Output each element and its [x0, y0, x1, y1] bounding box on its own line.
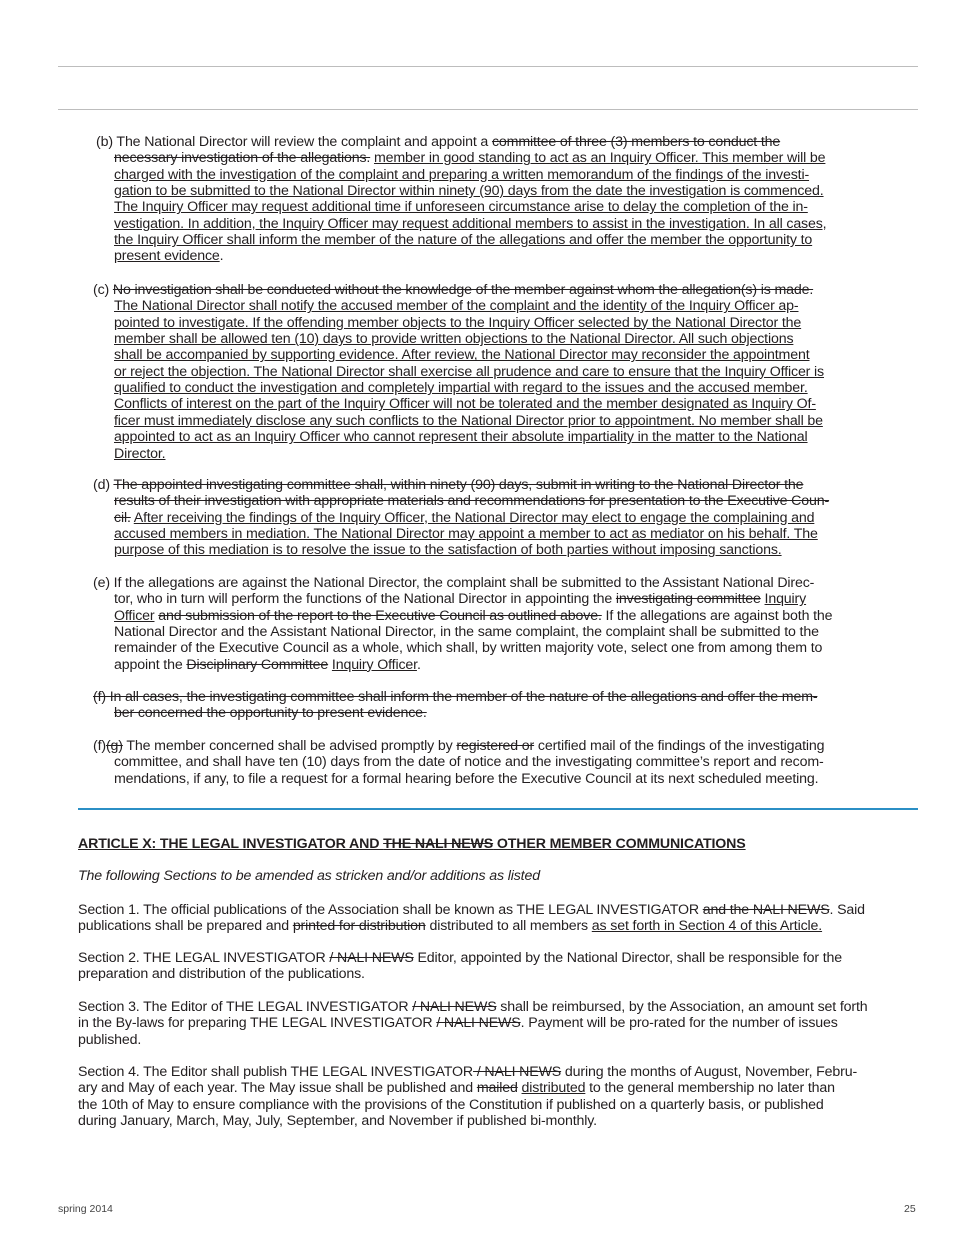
paragraph-c-line [114, 347, 809, 363]
text-run: (c) [93, 282, 113, 298]
paragraph-e-line [114, 640, 822, 656]
text-run: ber concerned the opportunity to present evidence. [114, 705, 427, 722]
paragraph-c-line [114, 315, 801, 331]
text-run: Section 1. The official publications of the Association shall be known as THE LEGAL INVESTIGATOR [78, 902, 703, 918]
text-run: (f) In all cases, the investigating committee shall inform the member of the nature of the allegations and offer the mem- [93, 689, 818, 705]
text-run: shall be reimbursed, by the Association, an amount set forth [496, 999, 868, 1015]
text-run: committee of three (3) members to conduct the [491, 134, 781, 150]
text-run: Section 4. The Editor shall publish THE LEGAL INVESTIGATOR [78, 1064, 474, 1080]
text-run: during January, March, May, July, September, and November if published bi-monthly. [78, 1113, 597, 1130]
paragraph-b-line [114, 167, 809, 183]
text-run: The National Director shall notify the accused member of the complaint and the identity of the Inquiry Officer ap- [114, 298, 799, 315]
paragraph-c-line [114, 331, 793, 347]
text-run: shall be accompanied by supporting evidence. After review, the National Director may reconsider the appointment [114, 347, 810, 364]
text-run: . Said [829, 902, 865, 918]
paragraph-s2-line [78, 966, 365, 982]
paragraph-s2-line [78, 950, 842, 966]
paragraph-s4-line [78, 1064, 857, 1080]
paragraph-d-line [114, 526, 818, 542]
text-run: ARTICLE X: THE LEGAL INVESTIGATOR AND [78, 836, 384, 852]
text-run: tor, who in turn will perform the functions of the National Director in appointing the [114, 591, 616, 608]
text-run: member shall be allowed ten (10) days to provide written objections to the National Director. All such objections [114, 331, 794, 348]
paragraph-d-line [114, 542, 782, 558]
text-run: Editor, appointed by the National Director, shall be responsible for the [413, 950, 843, 966]
paragraph-f-line [114, 705, 427, 721]
paragraph-c-line [114, 298, 799, 314]
header-rule-bottom [58, 109, 918, 110]
paragraph-s3-line [78, 1015, 838, 1031]
paragraph-f-line [93, 689, 817, 705]
text-run: distributed to all members [425, 918, 592, 935]
text-run: The Inquiry Officer may request additional time if unforeseen circumstance arise to delay the completion of the in- [114, 199, 808, 216]
text-run: THE NALI NEWS [383, 836, 494, 852]
paragraph-b-line [96, 134, 780, 150]
text-run: pointed to investigate. If the offending member objects to the Inquiry Officer selected by the National Director the [114, 314, 802, 331]
text-run: purpose of this mediation is to resolve the issue to the satisfaction of both parties without imposing sanctions. [114, 542, 782, 559]
text-run: Inquiry Officer [331, 656, 417, 673]
paragraph-s4-line [78, 1113, 597, 1129]
text-run: Officer [114, 607, 155, 624]
paragraph-c-line [93, 282, 813, 298]
text-run: / NALI NEWS [436, 1015, 521, 1032]
text-run: No investigation shall be conducted without the knowledge of the member against whom the allegation(s) is made. [112, 282, 814, 298]
text-run: (b) The National Director will review the complaint and appoint a [96, 134, 492, 150]
text-run: certified mail of the findings of the investigating [534, 738, 825, 754]
paragraph-e-line [114, 608, 832, 624]
paragraph-e-line [114, 591, 806, 607]
paragraph-s3-line [78, 999, 867, 1015]
text-run: published. [78, 1031, 142, 1048]
paragraph-d-line [93, 477, 803, 493]
paragraph-b-line [114, 199, 808, 215]
text-run: appointed to act as an Inquiry Officer who cannot represent their absolute impartiality in the matter to the National [114, 429, 808, 446]
paragraph-s3-line [78, 1032, 141, 1048]
text-run: Inquiry [764, 591, 807, 608]
text-run: / NALI NEWS [412, 999, 497, 1015]
text-run: necessary investigation of the allegations. [114, 150, 371, 167]
paragraph-article-line [78, 836, 746, 852]
text-run: cil. [114, 509, 131, 526]
header-rule-top [58, 66, 918, 67]
text-run: and submission of the report to the Executive Council as outlined above. [158, 607, 602, 624]
paragraph-g-line [114, 771, 818, 787]
text-run: printed for distribution [292, 918, 426, 935]
text-run: . Payment will be pro-rated for the number of issues [520, 1015, 838, 1032]
footer-page-number: 25 [904, 1203, 916, 1215]
paragraph-d-line [114, 493, 829, 509]
text-run: / NALI NEWS [329, 950, 414, 966]
text-run: National Director and the Assistant National Director, in the same complaint, the complaint shall be submitted to the [114, 624, 819, 641]
text-run: investigating committee [615, 591, 761, 608]
text-run: The following Sections to be amended as stricken and/or additions as listed [78, 868, 540, 884]
paragraph-b-line [114, 150, 825, 166]
paragraph-b-line [114, 232, 812, 248]
text-run: results of their investigation with appropriate materials and recommendations for presentation to the Executive Coun- [114, 493, 830, 510]
section-divider [78, 808, 918, 810]
text-run: After receiving the findings of the Inquiry Officer, the National Director may elect to engage the complaining and [133, 509, 815, 526]
paragraph-b-line [114, 183, 824, 199]
paragraph-e-line [114, 657, 421, 673]
paragraph-c-line [114, 380, 808, 396]
text-run: or reject the objection. The National Director shall exercise all prudence and care to ensure that the Inquiry Officer is [114, 363, 824, 380]
paragraph-c-line [114, 429, 808, 445]
paragraph-b-line [114, 248, 223, 264]
text-run: member in good standing to act as an Inquiry Officer. This member will be [373, 150, 826, 167]
text-run: . [416, 656, 421, 673]
text-run: The appointed investigating committee shall, within ninety (90) days, submit in writing to the National Director the [113, 477, 804, 493]
text-run: committee, and shall have ten (10) days from the date of notice and the investigating committee’s report and recom- [114, 754, 824, 771]
text-run: (g) [105, 738, 123, 754]
text-run: ary and May of each year. The May issue shall be published and [78, 1080, 477, 1097]
text-run: (e) If the allegations are against the National Director, the complaint shall be submitted to the Assistant National Direc- [93, 575, 815, 591]
text-run: distributed [521, 1080, 586, 1097]
text-run: vestigation. In addition, the Inquiry Officer may request additional members to assist in the investigation. In all cases, [114, 215, 827, 232]
text-run: during the months of August, November, Febru- [561, 1064, 858, 1080]
text-run: and the NALI NEWS [702, 902, 830, 918]
text-run: the 10th of May to ensure compliance with the provisions of the Constitution if published on a quarterly basis, or published [78, 1096, 824, 1113]
text-run: to the general membership no later than [585, 1080, 835, 1097]
text-run: . [219, 248, 224, 265]
paragraph-d-line [114, 510, 814, 526]
paragraph-c-line [114, 413, 823, 429]
paragraph-e-line [93, 575, 814, 591]
text-run: Disciplinary Committee [186, 656, 329, 673]
text-run: mendations, if any, to file a request for a formal hearing before the Executive Council at its next scheduled meeting. [114, 770, 819, 787]
paragraph-e-line [114, 624, 819, 640]
text-run: the Inquiry Officer shall inform the member of the nature of the allegations and offer the member the opportunity to [114, 232, 813, 249]
text-run: in the By-laws for preparing THE LEGAL INVESTIGATOR [78, 1015, 437, 1032]
text-run: Conflicts of interest on the part of the Inquiry Officer will not be tolerated and the member designated as Inquiry Of- [114, 396, 816, 413]
paragraph-c-line [114, 446, 165, 462]
text-run: remainder of the Executive Council as a whole, which shall, by written majority vote, select one from among them to [114, 640, 823, 657]
text-run: preparation and distribution of the publications. [78, 966, 365, 983]
paragraph-c-line [114, 364, 824, 380]
text-run: The member concerned shall be advised promptly by [122, 738, 457, 754]
paragraph-s1-line [78, 902, 865, 918]
text-run: (f) [93, 738, 106, 754]
paragraph-intro-line [78, 868, 540, 884]
paragraph-s4-line [78, 1080, 835, 1096]
text-run: mailed [476, 1080, 518, 1097]
text-run: OTHER MEMBER COMMUNICATIONS [493, 836, 746, 852]
text-run: present evidence [114, 248, 220, 265]
text-run: Section 3. The Editor of THE LEGAL INVESTIGATOR [78, 999, 413, 1015]
text-run: gation to be submitted to the National Director within ninety (90) days from the date the investigation is commenced. [114, 183, 824, 200]
text-run: as set forth in Section 4 of this Article. [591, 918, 823, 935]
text-run: publications shall be prepared and [78, 918, 293, 935]
text-run: appoint the [114, 656, 187, 673]
text-run: If the allegations are against both the [601, 607, 833, 624]
text-run: registered or [456, 738, 535, 754]
paragraph-c-line [114, 396, 816, 412]
text-run: Director. [114, 445, 166, 462]
footer-season: spring 2014 [58, 1203, 113, 1215]
text-run: qualified to conduct the investigation and completely impartial with regard to the issues and the accused member. [114, 380, 808, 397]
text-run: / NALI NEWS [473, 1064, 562, 1080]
paragraph-g-line [93, 738, 824, 754]
text-run: ficer must immediately disclose any such conflicts to the National Director prior to appointment. No member shall be [114, 412, 823, 429]
text-run: (d) [93, 477, 114, 493]
text-run: Section 2. THE LEGAL INVESTIGATOR [78, 950, 330, 966]
paragraph-g-line [114, 754, 824, 770]
paragraph-b-line [114, 216, 826, 232]
paragraph-s1-line [78, 918, 822, 934]
text-run: accused members in mediation. The National Director may appoint a member to act as mediator on his behalf. The [114, 526, 818, 543]
paragraph-s4-line [78, 1097, 824, 1113]
text-run: charged with the investigation of the complaint and preparing a written memorandum of the findings of the investi- [114, 166, 810, 183]
